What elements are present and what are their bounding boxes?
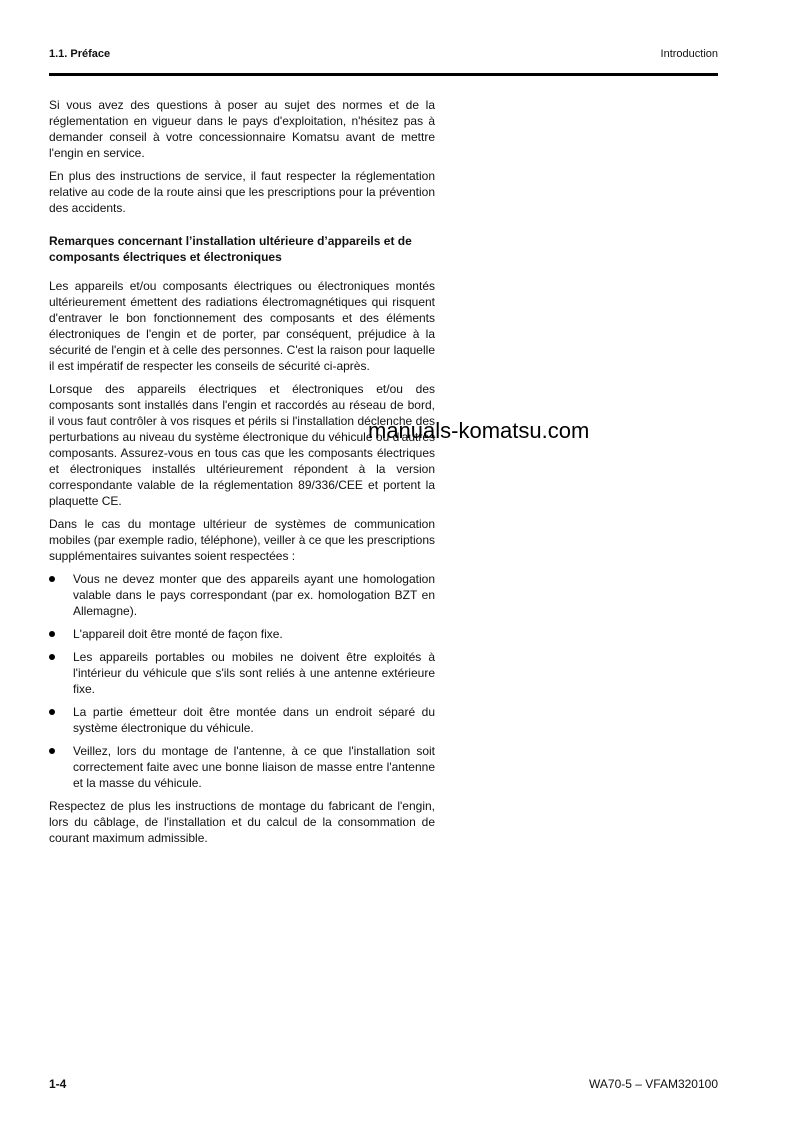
bullet-icon xyxy=(49,748,55,754)
main-content xyxy=(49,97,435,853)
paragraph-manufacturer-instructions: Respectez de plus les instructions de montage du fabricant de l'engin, lors du câblage, de l'installation et du calcul de la consommation de courant maximum admissible. xyxy=(49,799,435,845)
watermark: manuals-komatsu.com xyxy=(368,418,590,443)
header-rule-divider xyxy=(49,73,718,76)
bullet-icon xyxy=(49,631,55,637)
list-item: L'appareil doit être monté de façon fixe. xyxy=(49,626,435,642)
bullet-icon xyxy=(49,576,55,582)
paragraph-radiations: Les appareils et/ou composants électriques ou électroniques montés ultérieurement émettent des radiations électromagnétiques qui risquent d'entraver le bon fonctionnement des composants et des éléments électroniques de l'engin et de porter, par conséquent, préjudice à la sécurité de l'engin et à celle des personnes. C'est la raison pour laquelle il est impératif de respecter les conseils de sécurité ci-après. xyxy=(49,279,435,373)
paragraph-questions: Si vous avez des questions à poser au sujet des normes et de la réglementation en vigueur dans le pays d'exploitation, n'hésitez pas à demander conseil à votre concessionnaire Komatsu avant de mettre l'engin en service. xyxy=(49,98,435,160)
paragraph-service-instructions: En plus des instructions de service, il faut respecter la réglementation relative au code de la route ainsi que les prescriptions pour la prévention des accidents. xyxy=(49,169,435,215)
bullet-icon xyxy=(49,709,55,715)
bullet-icon xyxy=(49,654,55,660)
list-item: La partie émetteur doit être montée dans un endroit séparé du système électronique du véhicule. xyxy=(49,704,435,736)
list-item: Vous ne devez monter que des appareils ayant une homologation valable dans le pays correspondant (par ex. homologation BZT en Allemagne). xyxy=(49,571,435,619)
list-item: Veillez, lors du montage de l'antenne, à ce que l'installation soit correctement faite avec une bonne liaison de masse entre l'antenne et la masse du véhicule. xyxy=(49,743,435,791)
paragraph-installation-check: Lorsque des appareils électriques et électroniques et/ou des composants sont installés dans l'engin et raccordés au réseau de bord, il vous faut contrôler à vos risques et périls si l'installation déclenche des perturbations au niveau du système électronique du véhicule ou d'autres composants. Assurez-vous en tous cas que les composants électriques et électroniques installés ultérieurement répondent à la version correspondante valable de la réglementation 89/336/CEE et portent la plaquette CE. xyxy=(49,382,435,508)
footer-page-number: 1-4 xyxy=(49,1077,67,1091)
header-section-title: 1.1. Préface xyxy=(49,48,111,60)
footer-document-id: WA70-5 – VFAM320100 xyxy=(589,1077,718,1091)
list-item: Les appareils portables ou mobiles ne doivent être exploités à l'intérieur du véhicule que s'ils sont reliés à une antenne extérieure fixe. xyxy=(49,649,435,697)
header-chapter-title: Introduction xyxy=(660,48,718,60)
paragraph-mobile-communication: Dans le cas du montage ultérieur de systèmes de communication mobiles (par exemple radio, téléphone), veiller à ce que les prescriptions supplémentaires suivantes soient respectées : xyxy=(49,517,435,563)
section-heading: Remarques concernant l’installation ultérieure d’appareils et de composants électriques et électroniques xyxy=(49,234,412,264)
prescriptions-list xyxy=(49,571,435,791)
